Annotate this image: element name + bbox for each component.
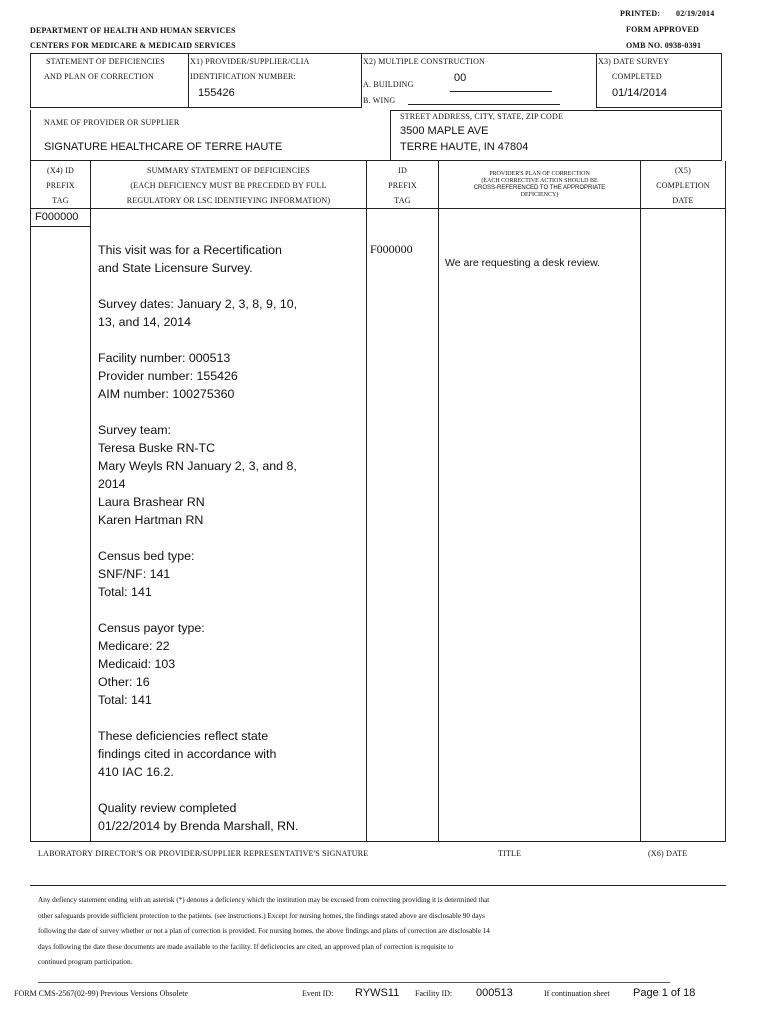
x5-label-3: DATE [672, 196, 694, 205]
title-label: TITLE [498, 849, 522, 858]
event-id-label: Event ID: [302, 989, 334, 998]
x6-date-label: (X6) DATE [648, 849, 688, 858]
x1-label-1: X1) PROVIDER/SUPPLIER/CLIA [190, 57, 310, 66]
x2-label: X2) MULTIPLE CONSTRUCTION [363, 57, 486, 66]
disclaimer-line-1: Any defiency statement ending with an asterisk (*) denotes a deficiency which the institution may be excused from correcting providing it is determined that [38, 896, 490, 904]
signature-label: LABORATORY DIRECTOR'S OR PROVIDER/SUPPLIER REPRESENTATIVE'S SIGNATURE [38, 849, 369, 858]
survey-date: 01/14/2014 [612, 87, 668, 99]
statement-label-2: AND PLAN OF CORRECTION [44, 72, 154, 81]
x4-label-2: PREFIX [46, 181, 75, 190]
plan-label-2: (EACH CORRECTIVE ACTION SHOULD BE [481, 178, 598, 184]
disclaimer-line-3: following the date of survey whether or not a plan of correction is provided. For nursing homes, the above findings and plans of correction are disclosable 14 [38, 927, 490, 935]
agency-line-2: CENTERS FOR MEDICARE & MEDICAID SERVICES [30, 41, 236, 50]
plan-text: We are requesting a desk review. [445, 257, 601, 269]
disclaimer [38, 893, 718, 971]
x4-label-3: TAG [52, 196, 69, 205]
building-value: 00 [454, 72, 467, 84]
id-label-1: ID [398, 166, 407, 175]
address-label: STREET ADDRESS, CITY, STATE, ZIP CODE [400, 112, 564, 121]
tag-left: F000000 [35, 211, 79, 223]
wing-label: B. WING [363, 96, 396, 105]
id-label-3: TAG [394, 196, 411, 205]
event-id: RYWS11 [355, 987, 400, 999]
summary-label-3: REGULATORY OR LSC IDENTIFYING INFORMATION) [126, 196, 331, 205]
printed-date: 02/19/2014 [676, 9, 715, 18]
statement-label-1: STATEMENT OF DEFICIENCIES [46, 57, 165, 66]
facility-id: 000513 [476, 987, 513, 999]
disclaimer-line-2: other safeguards provide sufficient protection to the patients. (see instructions.) Except for nursing homes, the findings stated above are disclosable 90 days [38, 911, 485, 920]
plan-label-4: DEFICIENCY) [520, 192, 559, 198]
continuation-label: If continuation sheet [544, 989, 610, 998]
city-state-zip: TERRE HAUTE, IN 47804 [400, 141, 529, 153]
provider-name: SIGNATURE HEALTHCARE OF TERRE HAUTE [44, 141, 283, 153]
disclaimer-line-5: continued program participation. [38, 958, 133, 966]
x1-label-2: IDENTIFICATION NUMBER: [190, 72, 296, 81]
printed-label: PRINTED: [620, 9, 661, 18]
omb-number: OMB NO. 0938-0391 [626, 41, 702, 50]
disclaimer-line-4: days following the date these documents are made available to the facility. If deficiencies are cited, an approved plan of correction is requisite to [38, 942, 454, 951]
x5-label-2: COMPLETION [656, 181, 710, 190]
x5-label-1: (X5) [675, 166, 691, 175]
plan-label-1: PROVIDER'S PLAN OF CORRECTION [489, 171, 590, 177]
x3-label-1: X3) DATE SURVEY [598, 57, 670, 66]
id-label-2: PREFIX [388, 181, 417, 190]
agency-line-1: DEPARTMENT OF HEALTH AND HUMAN SERVICES [30, 26, 236, 35]
form-approved: FORM APPROVED [626, 25, 700, 34]
form-number: FORM CMS-2567(02-99) Previous Versions Obsolete [14, 989, 189, 998]
street-address: 3500 MAPLE AVE [400, 125, 489, 137]
facility-id-label: Facility ID: [415, 989, 453, 998]
provider-name-label: NAME OF PROVIDER OR SUPPLIER [44, 118, 180, 127]
x3-label-2: COMPLETED [612, 72, 662, 81]
building-label: A. BUILDING [363, 80, 414, 89]
provider-id: 155426 [198, 87, 235, 99]
summary-label-1: SUMMARY STATEMENT OF DEFICIENCIES [146, 166, 311, 175]
tag-right: F000000 [370, 242, 413, 256]
summary-label-2: (EACH DEFICIENCY MUST BE PRECEDED BY FULL [130, 181, 327, 190]
page-number: Page 1 of 18 [633, 987, 696, 999]
summary-text: This visit was for a Recertification and State Licensure Survey. Survey dates: January 2, 3, 8, 9, 10, 13, and 14, 2014 Facility number: 000513 Provider number: 155426 AIM number: 100275360 Survey team: Teresa Buske RN-TC Mary Weyls RN January 2, 3, and 8, 2014 Laura Brashear RN Karen Hartman RN Census bed type: SNF/NF: 141 Total: 141 Census payor type: Medicare: 22 Medicaid: 103 Other: 16 Total: 141 These deficiencies reflect state findings cited in accordance with 410 IAC 16.2. Quality review completed 01/22/2014 by Brenda Marshall, RN. [98, 243, 299, 833]
plan-label-3: CROSS-REFERENCED TO THE APPROPRIATE [473, 185, 606, 191]
x4-label-1: (X4) ID [47, 166, 74, 175]
